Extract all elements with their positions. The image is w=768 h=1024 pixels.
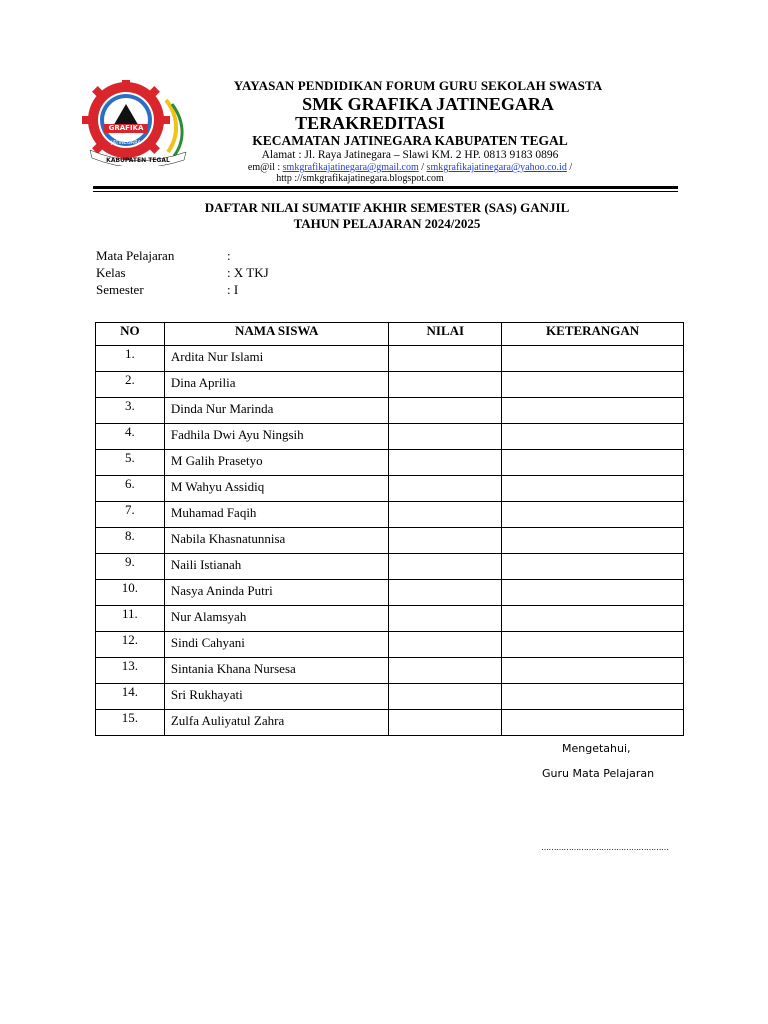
- acknowledged-text: Mengetahui,: [562, 742, 631, 755]
- row-number: 5.: [96, 450, 165, 476]
- table-row: [96, 398, 684, 424]
- remarks-cell: [502, 450, 684, 476]
- row-number: 8.: [96, 528, 165, 554]
- row-number: 11.: [96, 606, 165, 632]
- remarks-cell: [502, 372, 684, 398]
- subject-label: Mata Pelajaran: [96, 248, 175, 263]
- row-number: 2.: [96, 372, 165, 398]
- student-name: Sri Rukhayati: [164, 684, 389, 710]
- score-cell: [389, 710, 502, 736]
- student-name: Ardita Nur Islami: [164, 346, 389, 372]
- district-name: KECAMATAN JATINEGARA KABUPATEN TEGAL: [252, 133, 568, 148]
- table-row: [96, 632, 684, 658]
- table-row: [96, 528, 684, 554]
- logo-center-text: GRAFIKA: [108, 124, 144, 132]
- student-name: Zulfa Auliyatul Zahra: [164, 710, 389, 736]
- student-name: Nasya Aninda Putri: [164, 580, 389, 606]
- table-row: [96, 476, 684, 502]
- score-cell: [389, 424, 502, 450]
- score-cell: [389, 632, 502, 658]
- student-name: M Galih Prasetyo: [164, 450, 389, 476]
- foundation-name: YAYASAN PENDIDIKAN FORUM GURU SEKOLAH SWASTA: [233, 78, 603, 93]
- student-name: Fadhila Dwi Ayu Ningsih: [164, 424, 389, 450]
- header-divider-thin: [93, 191, 678, 192]
- email-link-yahoo[interactable]: smkgrafikajatinegara@yahoo.co.id: [426, 162, 567, 173]
- remarks-cell: [502, 554, 684, 580]
- website-text: http ://smkgrafikajatinegara.blogspot.com: [276, 173, 444, 184]
- logo-ribbon-text: KABUPATEN TEGAL: [106, 157, 170, 164]
- header-divider-thick: [93, 186, 678, 189]
- remarks-cell: [502, 398, 684, 424]
- header-remarks: KETERANGAN: [502, 323, 684, 346]
- score-cell: [389, 398, 502, 424]
- class-label: Kelas: [96, 265, 126, 280]
- email-link-gmail[interactable]: smkgrafikajatinegara@gmail.com: [282, 162, 419, 173]
- student-name: Dinda Nur Marinda: [164, 398, 389, 424]
- row-number: 1.: [96, 346, 165, 372]
- remarks-cell: [502, 580, 684, 606]
- score-cell: [389, 450, 502, 476]
- remarks-cell: [502, 476, 684, 502]
- signature-line: ……………………………………………: [541, 843, 669, 852]
- school-name: SMK GRAFIKA JATINEGARA: [302, 94, 554, 114]
- table-row: [96, 346, 684, 372]
- score-cell: [389, 502, 502, 528]
- student-name: Muhamad Faqih: [164, 502, 389, 528]
- row-number: 3.: [96, 398, 165, 424]
- student-name: Naili Istianah: [164, 554, 389, 580]
- remarks-cell: [502, 632, 684, 658]
- semester-label: Semester: [96, 282, 144, 297]
- email-separator: /: [418, 162, 427, 173]
- accreditation-status: TERAKREDITASI: [295, 113, 445, 133]
- student-name: Nur Alamsyah: [164, 606, 389, 632]
- row-number: 6.: [96, 476, 165, 502]
- class-value: : X TKJ: [227, 265, 269, 280]
- table-row: [96, 372, 684, 398]
- email-line: [200, 162, 620, 173]
- remarks-cell: [502, 684, 684, 710]
- school-address: Alamat : Jl. Raya Jatinegara – Slawi KM. 2 HP. 0813 9183 0896: [261, 149, 559, 161]
- score-cell: [389, 580, 502, 606]
- table-header-row: [96, 323, 684, 346]
- remarks-cell: [502, 502, 684, 528]
- remarks-cell: [502, 346, 684, 372]
- score-cell: [389, 554, 502, 580]
- remarks-cell: [502, 528, 684, 554]
- score-cell: [389, 684, 502, 710]
- document-subtitle: TAHUN PELAJARAN 2024/2025: [293, 216, 481, 231]
- school-logo: [76, 80, 196, 166]
- row-number: 10.: [96, 580, 165, 606]
- subject-value: :: [227, 248, 231, 263]
- row-number: 7.: [96, 502, 165, 528]
- score-cell: [389, 528, 502, 554]
- row-number: 4.: [96, 424, 165, 450]
- score-cell: [389, 372, 502, 398]
- table-row: [96, 606, 684, 632]
- table-row: [96, 710, 684, 736]
- student-name: Nabila Khasnatunnisa: [164, 528, 389, 554]
- email-prefix: em@il :: [247, 162, 283, 173]
- score-cell: [389, 346, 502, 372]
- row-number: 14.: [96, 684, 165, 710]
- header-score: NILAI: [389, 323, 502, 346]
- remarks-cell: [502, 606, 684, 632]
- student-name: Sindi Cahyani: [164, 632, 389, 658]
- score-cell: [389, 476, 502, 502]
- logo-lower-text: JATINEGARA: [111, 140, 141, 146]
- teacher-role: Guru Mata Pelajaran: [542, 767, 655, 780]
- email-suffix: /: [566, 162, 573, 173]
- remarks-cell: [502, 658, 684, 684]
- document-title: DAFTAR NILAI SUMATIF AKHIR SEMESTER (SAS) GANJIL: [204, 200, 570, 215]
- table-row: [96, 502, 684, 528]
- header-no: NO: [96, 323, 165, 346]
- student-name: Sintania Khana Nursesa: [164, 658, 389, 684]
- row-number: 15.: [96, 710, 165, 736]
- remarks-cell: [502, 710, 684, 736]
- table-row: [96, 658, 684, 684]
- table-row: [96, 450, 684, 476]
- student-name: M Wahyu Assidiq: [164, 476, 389, 502]
- table-row: [96, 580, 684, 606]
- semester-value: : I: [227, 282, 239, 297]
- table-row: [96, 684, 684, 710]
- table-row: [96, 424, 684, 450]
- score-cell: [389, 658, 502, 684]
- row-number: 12.: [96, 632, 165, 658]
- header-student-name: NAMA SISWA: [164, 323, 389, 346]
- remarks-cell: [502, 424, 684, 450]
- row-number: 13.: [96, 658, 165, 684]
- grades-table: [95, 322, 684, 736]
- row-number: 9.: [96, 554, 165, 580]
- student-name: Dina Aprilia: [164, 372, 389, 398]
- table-row: [96, 554, 684, 580]
- score-cell: [389, 606, 502, 632]
